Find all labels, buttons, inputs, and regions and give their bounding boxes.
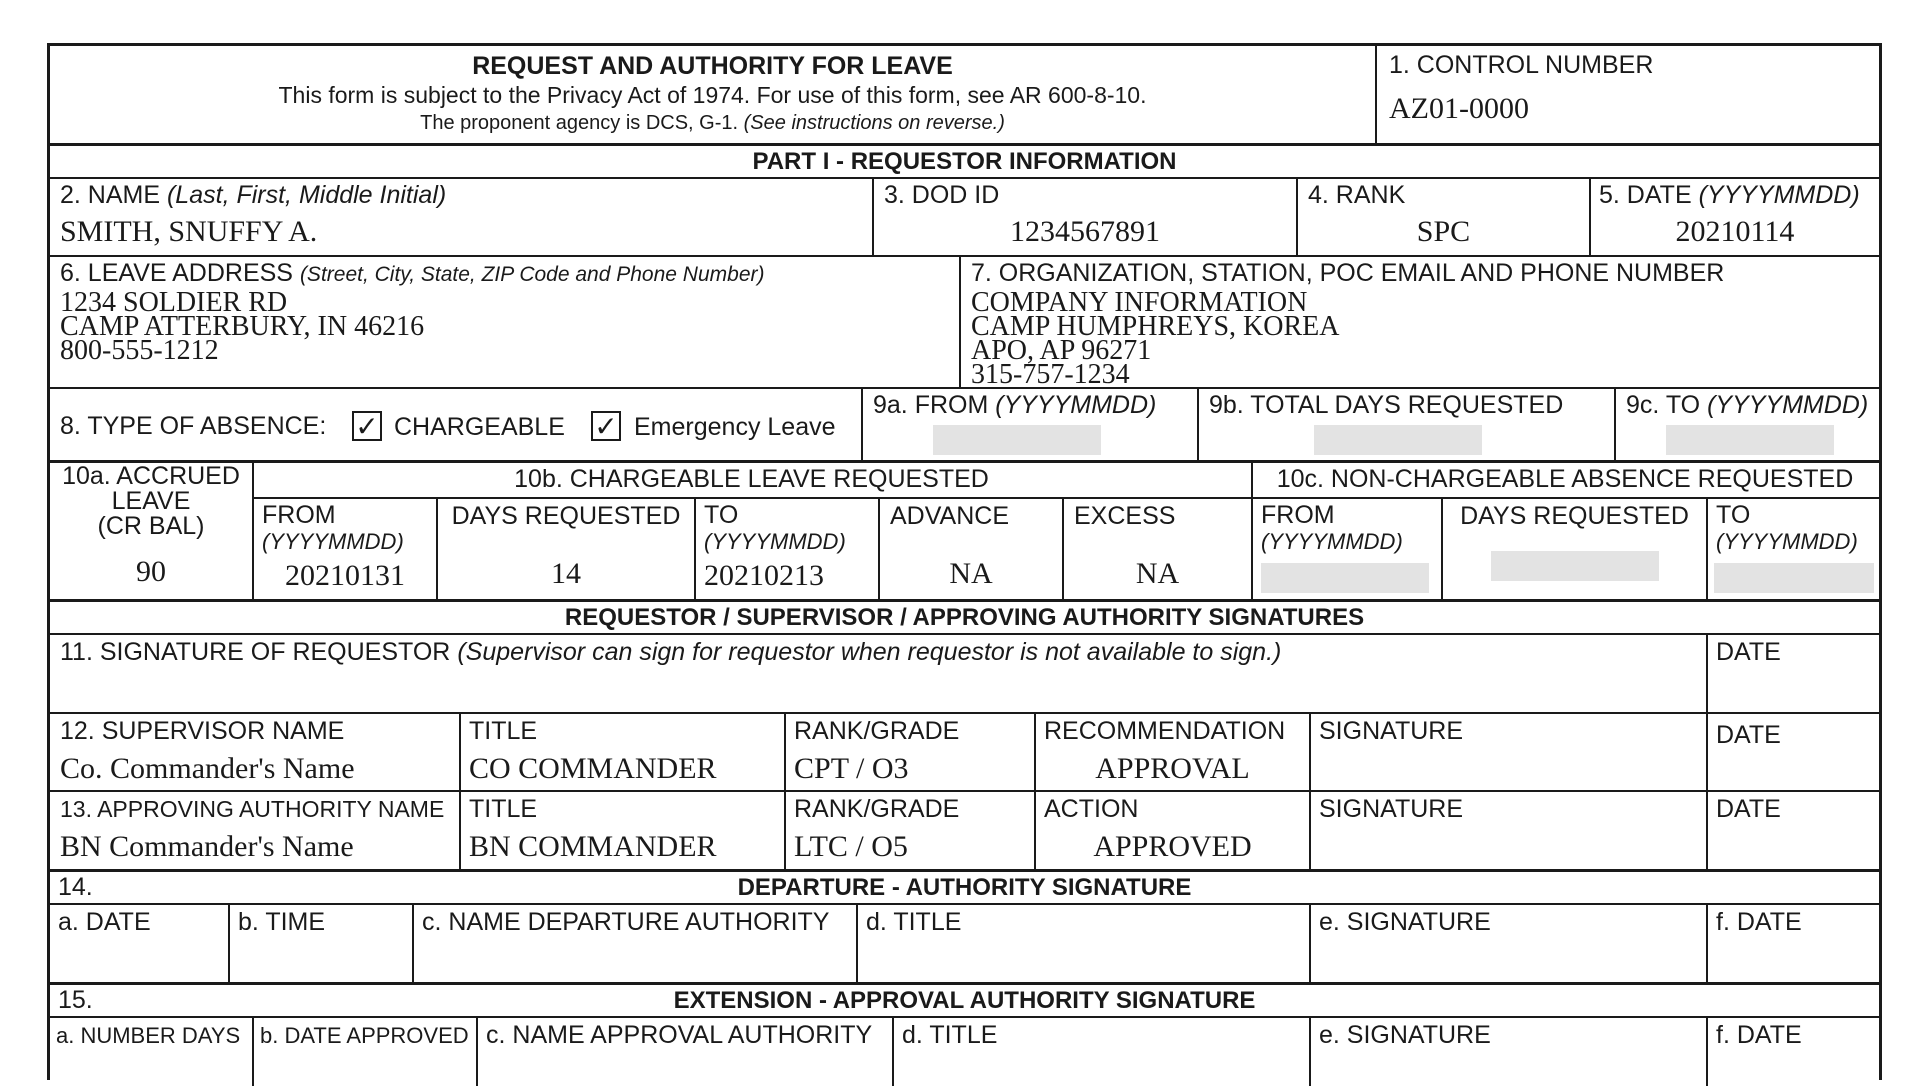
requestor-signature-label (60, 639, 1281, 666)
requestor-date-label: DATE (1716, 638, 1781, 666)
leave-form (47, 43, 1882, 1080)
departure-f-date-label: f. DATE (1716, 908, 1802, 936)
chargeable-days-field[interactable] (438, 499, 694, 599)
proponent-note: (See instructions on reverse.) (743, 112, 1005, 134)
departure-number: 14. (58, 873, 93, 901)
organization-label: 7. ORGANIZATION, STATION, POC EMAIL AND PHONE NUMBER (971, 259, 1725, 287)
approving-signature-field[interactable] (1311, 792, 1706, 869)
extension-authority-label: c. NAME APPROVAL AUTHORITY (486, 1021, 873, 1049)
absence-type-field (50, 389, 861, 460)
extension-days-label: a. NUMBER DAYS (56, 1023, 241, 1048)
approving-action-field[interactable] (1036, 792, 1309, 869)
approving-title-field[interactable] (461, 792, 784, 869)
total-days-9b-input-shade[interactable] (1314, 425, 1482, 455)
total-days-9b-label: 9b. TOTAL DAYS REQUESTED (1209, 391, 1564, 419)
date-value: 20210114 (1675, 215, 1795, 248)
date-label-text: 5. DATE (1599, 181, 1692, 209)
nonchargeable-to-field[interactable] (1708, 499, 1879, 599)
supervisor-rank-value: CPT / O3 (794, 752, 909, 785)
part1-title: PART I - REQUESTOR INFORMATION (752, 148, 1177, 175)
to-9c-field[interactable] (1616, 389, 1879, 460)
requestor-signature-hint: (Supervisor can sign for requestor when requestor is not available to sign.) (457, 638, 1282, 666)
nonchargeable-from-hint: (YYYYMMDD) (1261, 529, 1403, 554)
chargeable-label: CHARGEABLE (394, 413, 565, 441)
dodid-value: 1234567891 (1010, 215, 1160, 248)
nonchargeable-to-input-shade[interactable] (1714, 563, 1874, 593)
control-number-field[interactable] (1377, 46, 1879, 143)
requestor-signature-field[interactable] (50, 635, 1706, 712)
supervisor-rank-field[interactable] (786, 714, 1034, 790)
rank-value: SPC (1416, 215, 1471, 248)
supervisor-date-field[interactable] (1708, 714, 1879, 790)
departure-date-field[interactable] (50, 905, 228, 982)
from-9a-label-text: 9a. FROM (873, 391, 989, 419)
control-number-label: 1. CONTROL NUMBER (1389, 51, 1654, 79)
leave-address-label (60, 260, 764, 288)
proponent-text: The proponent agency is DCS, G-1. (420, 112, 739, 134)
signatures-title: REQUESTOR / SUPERVISOR / APPROVING AUTHORITY SIGNATURES (564, 604, 1365, 631)
to-9c-input-shade[interactable] (1666, 425, 1834, 455)
approving-date-field[interactable] (1708, 792, 1879, 869)
emergency-leave-checkbox[interactable]: ✓ (591, 411, 621, 441)
departure-signature-field[interactable] (1311, 905, 1706, 982)
chargeable-from-value: 20210131 (285, 559, 405, 592)
chargeable-to-field[interactable] (696, 499, 878, 599)
leave-address-field[interactable] (50, 257, 959, 387)
supervisor-recommendation-label: RECOMMENDATION (1044, 717, 1286, 745)
chargeable-leave-title: 10b. CHARGEABLE LEAVE REQUESTED (514, 465, 989, 493)
extension-title: EXTENSION - APPROVAL AUTHORITY SIGNATURE (673, 987, 1256, 1014)
organization-value: COMPANY INFORMATION CAMP HUMPHREYS, KOREA APO, AP 96271 315-757-1234 (971, 287, 1340, 390)
name-label (60, 182, 446, 209)
supervisor-recommendation-value: APPROVAL (1095, 752, 1250, 785)
nonchargeable-title: 10c. NON-CHARGEABLE ABSENCE REQUESTED (1276, 465, 1854, 493)
chargeable-to-hint: (YYYYMMDD) (704, 529, 846, 554)
rule (50, 143, 1879, 146)
supervisor-signature-field[interactable] (1311, 714, 1706, 790)
advance-field[interactable] (880, 499, 1062, 599)
approving-title-value: BN COMMANDER (469, 830, 717, 863)
from-9a-input-shade[interactable] (933, 425, 1101, 455)
nonchargeable-from-field[interactable] (1253, 499, 1441, 599)
approving-action-label: ACTION (1044, 795, 1139, 823)
rule (50, 982, 1879, 985)
nonchargeable-days-input-shade[interactable] (1491, 551, 1659, 581)
accrued-leave-field[interactable] (50, 462, 252, 599)
advance-value: NA (949, 557, 993, 590)
approving-rank-field[interactable] (786, 792, 1034, 869)
rule (50, 599, 1879, 602)
date-hint: (YYYYMMDD) (1698, 181, 1860, 209)
departure-authority-label: c. NAME DEPARTURE AUTHORITY (422, 908, 830, 936)
extension-f-date-field[interactable] (1708, 1018, 1879, 1086)
requestor-date-field[interactable] (1708, 635, 1879, 712)
supervisor-title-label: TITLE (469, 717, 538, 745)
approving-signature-label: SIGNATURE (1319, 795, 1463, 823)
to-9c-label-text: 9c. TO (1626, 391, 1701, 419)
excess-label: EXCESS (1074, 502, 1176, 530)
departure-title-field[interactable] (858, 905, 1309, 982)
extension-authority-field[interactable] (478, 1018, 892, 1086)
supervisor-name-field[interactable] (50, 714, 459, 790)
extension-date-approved-field[interactable] (254, 1018, 476, 1086)
extension-date-approved-label: b. DATE APPROVED (260, 1023, 469, 1048)
departure-signature-label: e. SIGNATURE (1319, 908, 1491, 936)
approving-name-label: 13. APPROVING AUTHORITY NAME (60, 796, 445, 822)
approving-action-value: APPROVED (1093, 830, 1252, 863)
organization-field[interactable] (961, 257, 1879, 390)
nonchargeable-to-hint: (YYYYMMDD) (1716, 529, 1858, 554)
approving-name-value: BN Commander's Name (60, 830, 354, 863)
nonchargeable-days-label: DAYS REQUESTED (1460, 502, 1689, 530)
name-value: SMITH, SNUFFY A. (60, 215, 318, 248)
name-label-text: 2. NAME (60, 181, 161, 209)
form-header (50, 46, 1375, 143)
control-number-value: AZ01-0000 (1389, 92, 1529, 125)
leave-address-label-text: 6. LEAVE ADDRESS (60, 259, 293, 287)
from-9a-field[interactable] (863, 389, 1197, 460)
to-9c-hint: (YYYYMMDD) (1707, 391, 1869, 419)
form-subtitle: This form is subject to the Privacy Act of 1974. For use of this form, see AR 600-8-10. (278, 82, 1147, 108)
leave-address-hint: (Street, City, State, ZIP Code and Phone Number) (299, 263, 765, 286)
approving-rank-label: RANK/GRADE (794, 795, 960, 823)
supervisor-title-field[interactable] (461, 714, 784, 790)
extension-title-label: d. TITLE (902, 1021, 998, 1049)
departure-time-label: b. TIME (238, 908, 326, 936)
supervisor-name-label: 12. SUPERVISOR NAME (60, 717, 345, 745)
chargeable-to-label: TO (704, 501, 739, 529)
leave-address-value: 1234 SOLDIER RD CAMP ATTERBURY, IN 46216 800-555-1212 (60, 287, 425, 366)
approving-name-field[interactable] (50, 792, 459, 869)
extension-f-date-label: f. DATE (1716, 1021, 1802, 1049)
accrued-leave-value: 90 (136, 555, 166, 588)
name-hint: (Last, First, Middle Initial) (166, 181, 447, 209)
to-9c-label (1626, 392, 1868, 419)
supervisor-name-value: Co. Commander's Name (60, 752, 355, 785)
nonchargeable-from-input-shade[interactable] (1261, 563, 1429, 593)
extension-signature-field[interactable] (1311, 1018, 1706, 1086)
extension-signature-label: e. SIGNATURE (1319, 1021, 1491, 1049)
departure-date-label: a. DATE (58, 908, 151, 936)
date-label (1599, 182, 1860, 209)
form-title: REQUEST AND AUTHORITY FOR LEAVE (472, 52, 953, 80)
chargeable-from-hint: (YYYYMMDD) (262, 529, 404, 554)
departure-time-field[interactable] (230, 905, 412, 982)
extension-days-field[interactable] (50, 1018, 252, 1086)
from-9a-hint: (YYYYMMDD) (995, 391, 1157, 419)
rule (50, 460, 1879, 463)
supervisor-recommendation-field[interactable] (1036, 714, 1309, 790)
departure-authority-field[interactable] (414, 905, 856, 982)
approving-date-label: DATE (1716, 795, 1781, 823)
date-field[interactable] (1591, 179, 1879, 255)
chargeable-days-label: DAYS REQUESTED (451, 502, 681, 530)
supervisor-date-label: DATE (1716, 721, 1781, 749)
approving-rank-value: LTC / O5 (794, 830, 908, 863)
nonchargeable-days-field[interactable] (1443, 499, 1706, 599)
rank-field[interactable] (1298, 179, 1589, 255)
extension-number: 15. (58, 986, 93, 1014)
chargeable-checkbox[interactable]: ✓ (352, 411, 382, 441)
accrued-leave-label: 10a. ACCRUED LEAVE (CR BAL) (62, 462, 240, 540)
chargeable-days-value: 14 (551, 557, 581, 590)
excess-field[interactable] (1064, 499, 1251, 599)
total-days-9b-field[interactable] (1199, 389, 1614, 460)
chargeable-from-label: FROM (262, 501, 336, 529)
departure-f-date-field[interactable] (1708, 905, 1879, 982)
supervisor-signature-label: SIGNATURE (1319, 717, 1463, 745)
supervisor-rank-label: RANK/GRADE (794, 717, 960, 745)
nonchargeable-from-label: FROM (1261, 501, 1335, 529)
advance-label: ADVANCE (890, 502, 1010, 530)
dodid-field[interactable] (874, 179, 1296, 255)
approving-title-label: TITLE (469, 795, 538, 823)
chargeable-from-field[interactable] (254, 499, 436, 599)
requestor-signature-label-text: 11. SIGNATURE OF REQUESTOR (60, 638, 451, 666)
supervisor-title-value: CO COMMANDER (469, 752, 717, 785)
chargeable-to-value: 20210213 (704, 559, 824, 592)
excess-value: NA (1135, 557, 1180, 590)
from-9a-label (873, 392, 1156, 419)
rule (50, 869, 1879, 872)
departure-title-label: d. TITLE (866, 908, 962, 936)
nonchargeable-to-label: TO (1716, 501, 1751, 529)
form-proponent (50, 112, 1375, 135)
rank-label: 4. RANK (1308, 181, 1406, 209)
dodid-label: 3. DOD ID (884, 181, 1000, 209)
emergency-leave-label: Emergency Leave (634, 413, 836, 441)
name-field[interactable] (50, 179, 872, 255)
absence-type-label: 8. TYPE OF ABSENCE: (60, 412, 327, 440)
extension-title-field[interactable] (894, 1018, 1309, 1086)
departure-title: DEPARTURE - AUTHORITY SIGNATURE (737, 874, 1192, 901)
